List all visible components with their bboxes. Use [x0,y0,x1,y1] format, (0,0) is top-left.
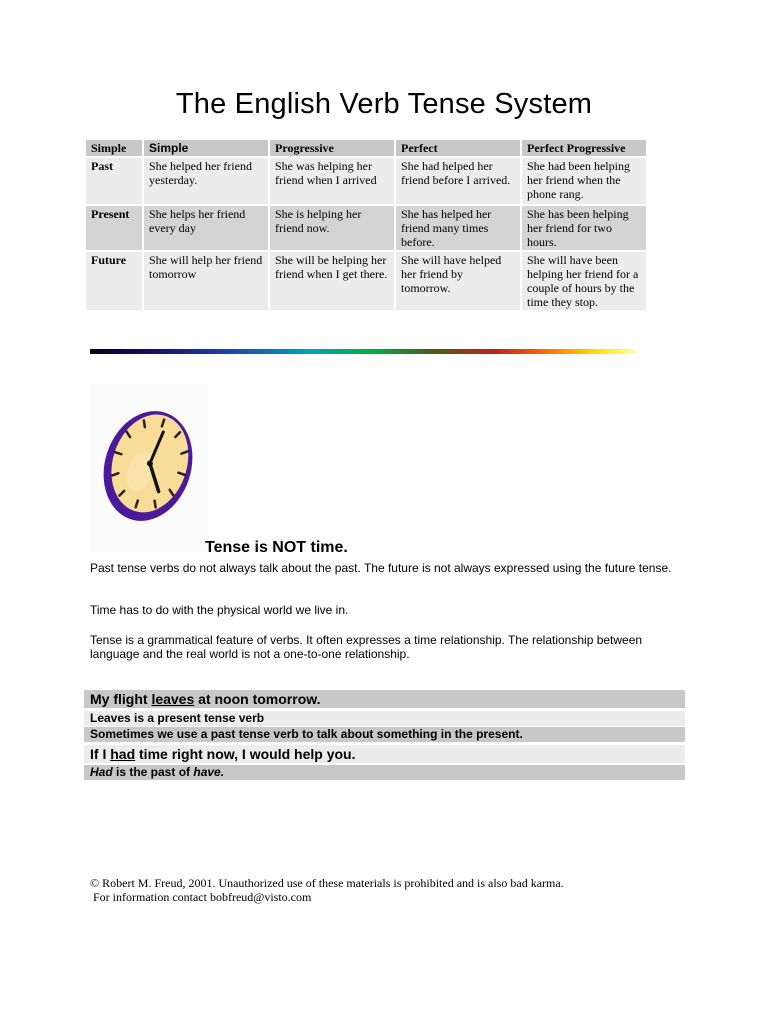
contact-line: For information contact bobfreud@visto.com [93,890,312,904]
example-note-3: Had is the past of have. [84,765,685,780]
row-label: Past [86,158,142,204]
header-cell: Perfect [396,140,520,156]
table-cell: She was helping her friend when I arrived [270,158,394,204]
table-cell: She had been helping her friend when the phone rang. [522,158,646,204]
table-cell: She is helping her friend now. [270,206,394,250]
header-cell: Progressive [270,140,394,156]
table-row [86,206,646,250]
table-header-row [86,140,646,156]
row-label: Present [86,206,142,250]
example-note-2: Sometimes we use a past tense verb to talk about something in the present. [84,727,685,742]
table-cell: She will help her friend tomorrow [144,252,268,310]
underlined-verb: leaves [151,691,195,707]
underlined-verb: had [110,746,136,762]
table-cell: She had helped her friend before I arrived. [396,158,520,204]
table-row [86,252,646,310]
table-cell: She will be helping her friend when I get there. [270,252,394,310]
table-cell: She will have been helping her friend for a couple of hours by the time they stop. [522,252,646,310]
paragraph: Time has to do with the physical world we live in. [90,603,349,617]
rainbow-divider [90,349,635,354]
header-cell: Perfect Progressive [522,140,646,156]
example-sentence-2: If I had time right now, I would help you. [84,745,685,763]
table-cell: She helped her friend yesterday. [144,158,268,204]
paragraph: Past tense verbs do not always talk about the past. The future is not always expressed using the future tense. [90,561,672,575]
page-title: The English Verb Tense System [175,88,593,120]
example-note-1: Leaves is a present tense verb [84,711,685,726]
table-cell: She helps her friend every day [144,206,268,250]
paragraph: Tense is a grammatical feature of verbs. It often expresses a time relationship. The relationship between language and the real world is not a one-to-one relationship. [90,633,643,661]
tense-table [84,138,648,312]
header-cell: Simple [86,140,142,156]
section-heading: Tense is NOT time. [205,539,348,556]
copyright-line: © Robert M. Freud, 2001. Unauthorized use of these materials is prohibited and is also bad karma. [90,876,564,890]
table-cell: She will have helped her friend by tomorrow. [396,252,520,310]
example-sentence-1: My flight leaves at noon tomorrow. [84,690,685,708]
header-cell: Simple [144,140,268,156]
table-cell: She has helped her friend many times before. [396,206,520,250]
table-row [86,158,646,204]
table-cell: She has been helping her friend for two hours. [522,206,646,250]
row-label: Future [86,252,142,310]
clock-icon [90,384,208,552]
